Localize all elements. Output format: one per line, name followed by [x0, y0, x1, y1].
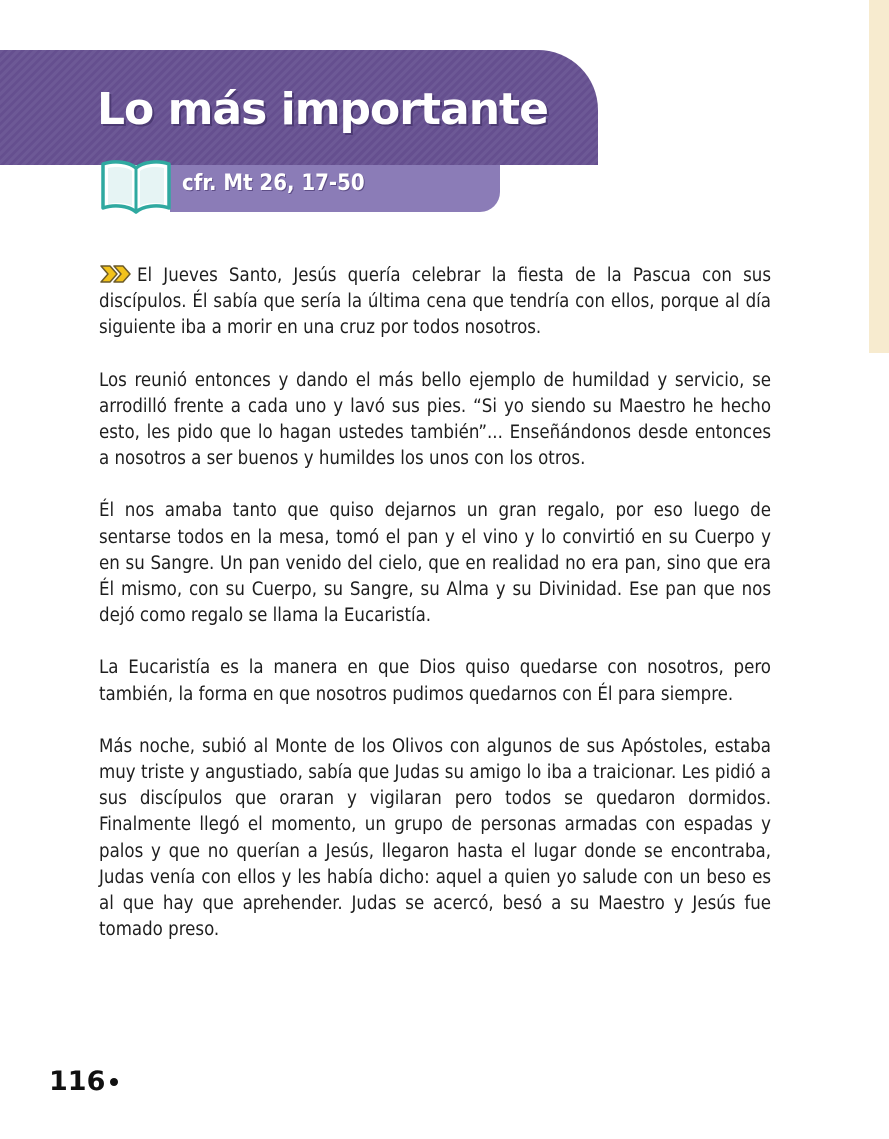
page-title: Lo más importante	[97, 84, 548, 135]
open-book-icon	[99, 158, 173, 216]
paragraph-text: El Jueves Santo, Jesús quería celebrar la fiesta de la Pascua con sus discípulos. Él sabía que sería la última cena que tendría con ellos, porque al día siguiente iba a morir en una cruz por todos nosotros.	[99, 265, 771, 339]
double-chevron-icon	[99, 264, 133, 284]
paragraph: Él nos amaba tanto que quiso dejarnos un gran regalo, por eso luego de sentarse todos en la mesa, tomó el pan y el vino y lo convirtió en su Cuerpo y en su Sangre. Un pan venido del cielo, que en realidad no era pan, sino que era Él mismo, con su Cuerpo, su Sangre, su Alma y su Divinidad. Ese pan que nos dejó como regalo se llama la Eucaristía.	[99, 500, 771, 627]
paragraph: La Eucaristía es la manera en que Dios quiso quedarse con nosotros, pero también, la forma en que nosotros pudimos quedarnos con Él para siempre.	[99, 657, 771, 705]
bible-reference: cfr. Mt 26, 17-50	[182, 171, 365, 196]
side-strip	[869, 0, 889, 353]
paragraph: Los reunió entonces y dando el más bello ejemplo de humildad y servicio, se arrodilló frente a cada uno y lavó sus pies. “Si yo siendo su Maestro he hecho esto, les pido que lo hagan ustedes también”... Enseñándonos desde entonces a nosotros a ser buenos y humildes los unos con los otros.	[99, 369, 771, 470]
page-number: 116	[49, 1066, 106, 1097]
paragraph	[99, 263, 771, 342]
page-number-dot	[110, 1078, 118, 1086]
paragraph: Más noche, subió al Monte de los Olivos con algunos de sus Apóstoles, estaba muy triste y angustiado, sabía que Judas su amigo lo iba a traicionar. Les pidió a sus discípulos que oraran y vigilaran pero todos se quedaron dormidos. Finalmente llegó el momento, un grupo de personas armadas con espadas y palos y que no querían a Jesús, llegaron hasta el lugar donde se encontraba, Judas venía con ellos y les había dicho: aquel a quien yo salude con un beso es al que hay que aprehender. Judas se acercó, besó a su Maestro y Jesús fue tomado preso.	[99, 735, 771, 941]
article-body	[99, 263, 771, 969]
